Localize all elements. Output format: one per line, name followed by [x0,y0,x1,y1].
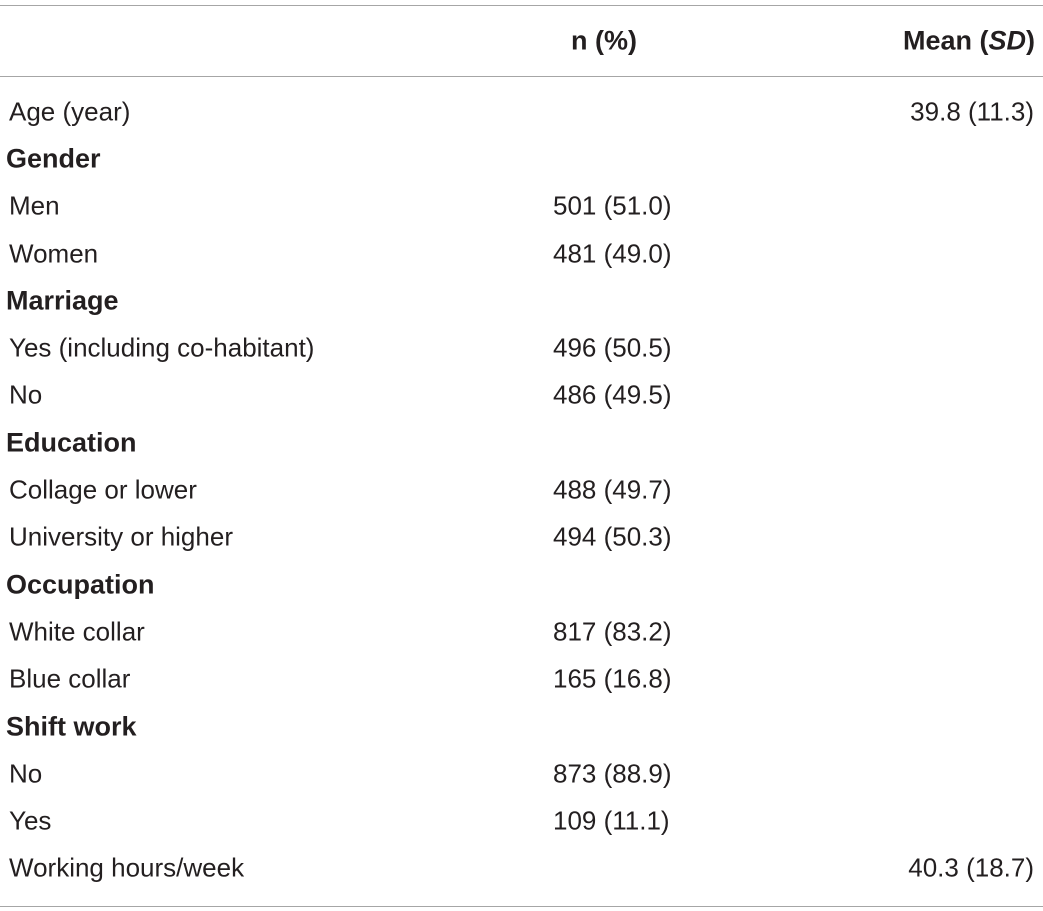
n-percent-cell: 501 (51.0) [553,190,672,221]
n-percent-cell: 817 (83.2) [553,616,672,647]
table-row [0,750,1043,797]
section-label: Shift work [6,711,137,742]
mean-header-sd: SD [988,25,1026,56]
section-header-row [0,703,1043,750]
row-label: White collar [9,616,145,647]
section-label: Education [6,427,137,458]
row-label: No [9,379,43,410]
table-top-rule [0,5,1043,6]
table-row [0,798,1043,845]
row-label: Women [9,238,99,269]
section-header-row [0,135,1043,182]
table-row [0,514,1043,561]
mean-header-suffix: ) [1026,25,1035,56]
table-row [0,656,1043,703]
table-bottom-rule [0,906,1043,907]
row-label: Working hours/week [9,852,245,883]
column-header-n: n (%) [571,25,637,56]
n-percent-cell: 494 (50.3) [553,521,672,552]
row-label: Yes [9,805,52,836]
row-label: University or higher [9,521,233,552]
mean-header-prefix: Mean ( [902,25,989,56]
section-header-row [0,419,1043,466]
header-rule [0,76,1043,77]
row-label: No [9,758,43,789]
table-row [0,88,1043,135]
table-row [0,183,1043,230]
row-label: Collage or lower [9,474,197,505]
table-row [0,466,1043,513]
n-percent-cell: 873 (88.9) [553,758,672,789]
n-percent-cell: 488 (49.7) [553,474,672,505]
section-header-row [0,561,1043,608]
table-row [0,372,1043,419]
section-label: Marriage [6,285,119,316]
row-label: Age (year) [9,96,131,127]
table-row [0,608,1043,655]
row-label: Yes (including co-habitant) [9,332,315,363]
mean-sd-cell: 39.8 (11.3) [910,96,1034,127]
section-label: Gender [6,143,101,174]
section-header-row [0,277,1043,324]
column-header-mean [903,26,1035,57]
n-percent-cell: 109 (11.1) [553,805,670,836]
n-percent-cell: 496 (50.5) [553,332,672,363]
table-row [0,230,1043,277]
row-label: Blue collar [9,663,131,694]
row-label: Men [9,190,60,221]
table-row [0,845,1043,892]
table-row [0,325,1043,372]
section-label: Occupation [6,569,155,600]
mean-sd-cell: 40.3 (18.7) [908,852,1034,883]
n-percent-cell: 486 (49.5) [553,379,672,410]
n-percent-cell: 165 (16.8) [553,663,672,694]
n-percent-cell: 481 (49.0) [553,238,672,269]
